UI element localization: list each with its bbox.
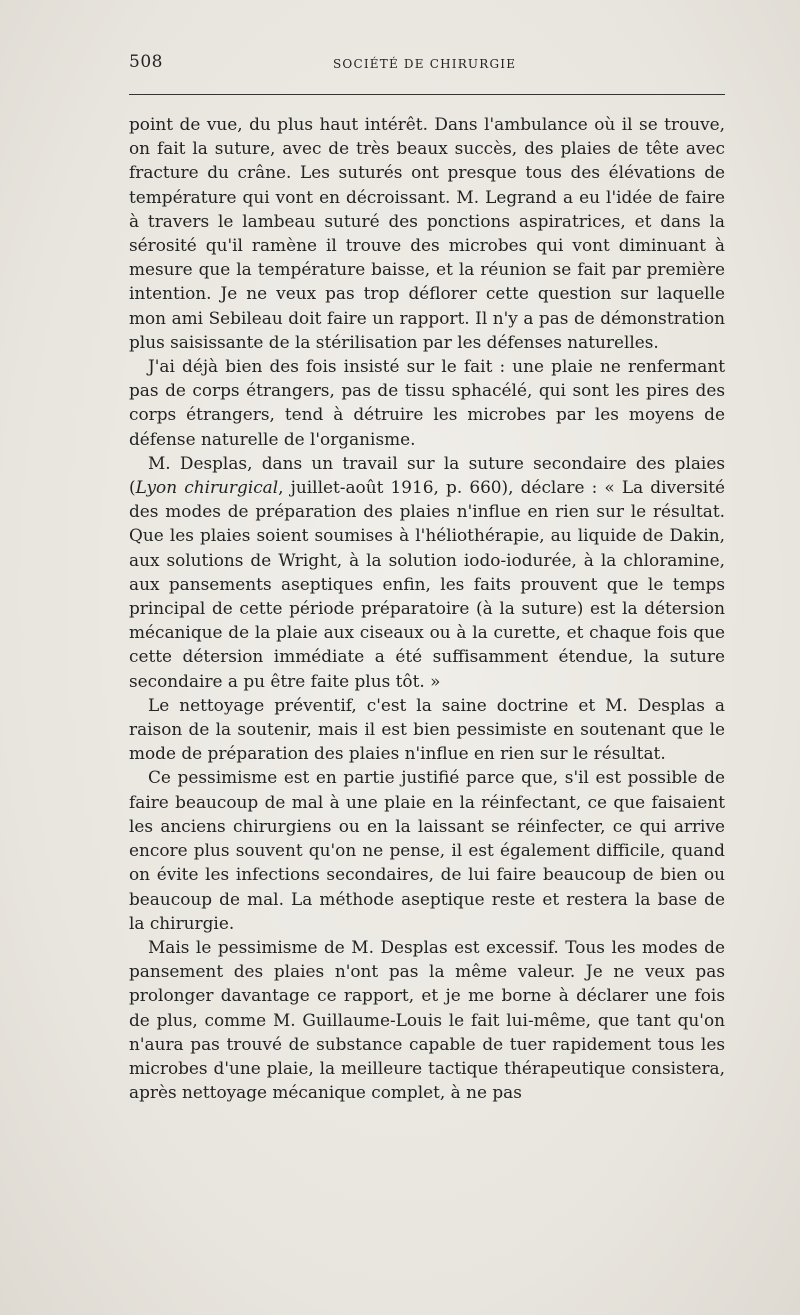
paragraph-3-start: M. Desplas, dans un travail sur la suture secondaire des plaies (: [129, 452, 725, 498]
paragraph-3: [129, 451, 725, 693]
paragraph-4: Le nettoyage préventif, c'est la saine doctrine et M. Desplas a raison de la soutenir, mais il est bien pessimiste en soutenant que le mode de préparation des plaies n'influe en rien sur le résultat.: [129, 694, 725, 764]
running-title: SOCIÉTÉ DE CHIRURGIE: [333, 57, 517, 71]
paragraph-6: Mais le pessimisme de M. Desplas est excessif. Tous les modes de pansement des plaies n'ont pas la même valeur. Je ne veux pas prolonger davantage ce rapport, et je me borne à déclarer une fois de plus, comme M. Guillaume-Louis le fait lui-même, que tant qu'on n'aura pas trouvé de substance capable de tuer rapidement tous les microbes d'une plaie, la meilleure tactique thérapeutique consistera, après nettoyage mécanique complet, à ne pas: [129, 936, 725, 1103]
page-number: 508: [129, 52, 163, 72]
body-text: [129, 112, 725, 1104]
page-header: [129, 52, 725, 82]
paragraph-2: J'ai déjà bien des fois insisté sur le fait : une plaie ne renfermant pas de corps étrangers, pas de tissu sphacélé, qui sont les pires des corps étrangers, tend à détruire les microbes par les moyens de défense naturelle de l'organisme.: [129, 356, 725, 449]
header-rule: [129, 94, 725, 95]
paragraph-5: Ce pessimisme est en partie justifié parce que, s'il est possible de faire beaucoup de mal à une plaie en la réinfectant, ce que faisaient les anciens chirurgiens ou en la laissant se réinfecter, ce qui arrive encore plus souvent qu'on ne pense, il est également difficile, quand on évite les infections secondaires, de lui faire beaucoup de bien ou beaucoup de mal. La méthode aseptique reste et restera la base de la chirurgie.: [129, 767, 725, 933]
journal-title: Lyon chirurgical: [135, 477, 279, 498]
paragraph-1: point de vue, du plus haut intérêt. Dans l'ambulance où il se trouve, on fait la suture, avec de très beaux succès, des plaies de tête avec fracture du crâne. Les suturés ont presque tous des élévations de température qui vont en décroissant. M. Legrand a eu l'idée de faire à travers le lambeau suturé des ponctions aspiratrices, et dans la sérosité qu'il ramène il trouve des microbes qui vont diminuant à mesure que la température baisse, et la réunion se fait par première intention. Je ne veux pas trop déflorer cette question sur laquelle mon ami Sebileau doit faire un rapport. Il n'y a pas de démonstration plus saisissante de la stérilisation par les défenses naturelles.: [129, 114, 725, 352]
paragraph-3-end: , juillet-août 1916, p. 660), déclare : « La diversité des modes de préparation des plaies n'influe en rien sur le résultat. Que les plaies soient soumises à l'héliothérapie, au liquide de Dakin, aux solutions de Wright, à la solution iodo-iodurée, à la chloramine, aux pansements aseptiques enfin, les faits prouvent que le temps principal de cette période préparatoire (à la suture) est la détersion mécanique de la plaie aux ciseaux ou à la curette, et chaque fois que cette détersion immédiate a été suffisamment étendue, la suture secondaire a pu être faite plus tôt. »: [129, 477, 725, 691]
